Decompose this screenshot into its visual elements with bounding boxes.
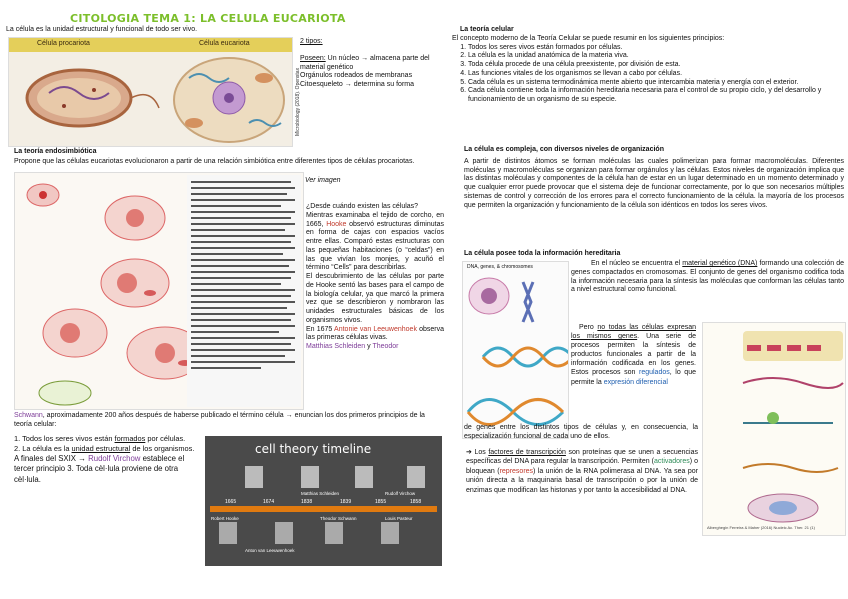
hooke-name: Hooke	[326, 220, 347, 228]
principle-1-u: formados	[114, 434, 146, 443]
name-pasteur: Louis Pasteur	[385, 516, 413, 521]
figure-credit: Microbiology (2018). Openstax	[295, 67, 301, 136]
leeuwenhoek-name: Antonie van Leeuwenhoek	[334, 325, 417, 333]
year-4: 1839	[340, 499, 352, 505]
hered-p1a: En el núcleo se encuentra el	[591, 260, 681, 267]
citoesqueleto-text: Citoesqueleto → determina su forma	[300, 81, 414, 88]
hered-p2c: , lo que permite la	[571, 369, 696, 386]
expresion-word: expresión diferencial	[603, 378, 668, 386]
hered-heading: La célula posee toda la información hereditaria	[464, 250, 621, 257]
year-5: 1855	[375, 499, 387, 505]
name-hooke: Robert Hooke	[211, 516, 239, 521]
y-word: y	[367, 343, 371, 350]
hered-p3a: ➔ Los	[466, 449, 486, 456]
year-1: 1665	[225, 499, 237, 505]
year-3: 1838	[301, 499, 313, 505]
discovery-p2: El descubrimiento de las células por parte de Hooke sentó las bases para el campo de la biología celular, ya que marcó la primera vez que se describieron y nombraron las unidades estructurales básicas de los organismos vivos.	[306, 273, 444, 324]
timeline-graphic	[205, 436, 442, 566]
discovery-p3a: En 1675	[306, 325, 333, 333]
eukaryote-label: Célula eucariota	[199, 40, 250, 47]
prokaryote-label: Célula procariota	[37, 40, 90, 47]
regulation-credit: Alberghegin Ferreira & Maher (2016) Nucleic Ac. Ther. 21 (1)	[707, 525, 815, 530]
name-virchow: Rudolf Virchow	[385, 491, 416, 496]
principle-2b: de los organismos.	[132, 443, 195, 453]
cell-types-illustration	[9, 38, 292, 146]
teoria-item-5: 5. Cada célula es un sistema termodinámica mente abierto que intercambia materia y energía con el exterior.	[468, 79, 844, 88]
schwann-text: , aproximadamente 200 años después de haberse publicado el término célula → enuncian los dos primeros principios de la teoría celular:	[14, 412, 425, 428]
cell-theory-timeline	[205, 436, 442, 566]
dna-figure	[462, 261, 569, 439]
hered-p1b: formando una colección de genes compactados en cromosomas. El conjunto de genes del organismo codifica toda la información necesaria para la síntesis las moléculas que conforman las células tanto a nivel estructural como funcional.	[571, 260, 845, 294]
teoria-item-6: 6. Cada célula contiene toda la información hereditaria necesaria para el control de su propio ciclo, y del desarrollo y funcionamiento de un organismo de su especie.	[468, 87, 844, 105]
teoria-item-4: 4. Las funciones vitales de los organismos se llevan a cabo por células.	[468, 70, 844, 79]
organulos-text: Orgánulos rodeados de membranas	[300, 72, 413, 80]
page-title: CITOLOGIA TEMA 1: LA CELULA EUCARIOTA	[70, 12, 346, 25]
name-schleiden: Matthias Schleiden	[301, 491, 340, 496]
dna-figure-label: DNA, genes, & chromosomes	[467, 264, 533, 270]
discovery-p1b: observó estructuras diminutas en forma de cajas con espacios vacíos entre ellas. Comparó estas estructuras con las pequeñas habitaciones (o “celdas”) en las que vivían los monjes, y acuñó el término “Cells” para describirlas.	[306, 220, 444, 272]
activadores-word: activadores	[653, 458, 690, 466]
virchow-name: Rudolf Virchow	[88, 453, 141, 463]
hered-p3d: ) la unión de la RNA polimerasa al DNA. Ya sea por unión directa a la maquinaria basal de transcripción o por la unión de enzimas que modifican las histonas y por tanto la accesibilidad al DNA.	[466, 467, 698, 494]
regulados-word: regulados	[638, 369, 670, 377]
factores-word: factores de transcripción	[488, 449, 566, 456]
gene-regulation-illustration	[703, 323, 845, 535]
poseen-label: Poseen:	[300, 54, 326, 62]
poseen-text: Un núcleo → almacena parte del material genético	[300, 54, 430, 71]
discovery-p3b: observa las primeras células vivas.	[306, 325, 444, 342]
teoria-item-1: 1. Todos los seres vivos están formados por células.	[468, 44, 844, 53]
discovery-p1: Mientras examinaba el tejido de corcho, en 1665,	[306, 211, 444, 228]
discovery-section	[306, 203, 444, 352]
teoria-item-2: 2. La célula es la unidad anatómica de la materia viva.	[468, 52, 844, 61]
cell-types-figure	[8, 37, 293, 147]
teoria-intro: El concepto moderno de la Teoría Celular se puede resumir en los siguientes principios:	[452, 34, 725, 42]
principle-1: 1. Todos los seres vivos están	[14, 434, 113, 443]
endo-text: Propone que las células eucariotas evolucionaron a partir de una relación simbiótica entre diferentes tipos de células procariotas.	[14, 158, 415, 165]
discovery-heading: ¿Desde cuándo existen las células?	[306, 203, 419, 210]
hered-p2u: no todas las células expresan los mismos genes	[571, 324, 696, 341]
hered-p2b: . Una serie de procesos permiten la síntesis de productos funcionales a partir de la información codificada en los genes. Estos procesos son	[571, 333, 696, 377]
endo-heading: La teoría endosimbiótica	[14, 148, 97, 155]
ver-imagen: Ver imagen	[305, 177, 341, 184]
sxix-text: A finales del SXIX →	[14, 453, 86, 463]
principle-1b: por células.	[147, 434, 186, 443]
schwann-name: Schwann	[14, 412, 43, 419]
sxix-b-text: establece el tercer principio 3. Toda cèl·lula proviene de otra cèl·lula.	[14, 453, 185, 484]
teoria-item-3: 3. Toda célula procede de una célula preexistente, por división de esta.	[468, 61, 844, 70]
endosymbiosis-illustration	[15, 173, 303, 409]
hered-p1u: material genético (DNA)	[682, 260, 758, 267]
hered-p2d: de genes entre los distintos tipos de células y, en consecuencia, la especialización funcional de cada uno de ellos.	[464, 424, 698, 440]
year-6: 1858	[410, 499, 422, 505]
name-schwann: Theodor Schwann	[320, 516, 357, 521]
compleja-heading: La célula es compleja, con diversos niveles de organización	[464, 146, 664, 153]
principle-2: 2. La célula es la	[14, 443, 70, 453]
principle-2-u: unidad estructural	[71, 443, 131, 453]
timeline-title: cell theory timeline	[255, 442, 372, 456]
name-leeuwenhoek: Anton van Leeuwenhoek	[245, 548, 295, 553]
teoria-heading: La teoría celular	[460, 26, 514, 33]
hered-p3c: ) o bloquean (	[466, 458, 699, 475]
schleiden-name: Matthias Schleiden	[306, 343, 366, 350]
endosymbiosis-figure	[14, 172, 304, 410]
types-heading: 2 tipos:	[300, 38, 323, 45]
gene-regulation-figure	[702, 322, 846, 536]
year-2: 1674	[263, 499, 275, 505]
intro-text: La célula es la unidad estructural y funcional de todo ser vivo.	[6, 26, 198, 33]
hered-p2a: Pero	[579, 324, 594, 331]
compleja-text: A partir de distintos átomos se forman moléculas las cuales polimerizan para formar macromoléculas. Diferentes moléculas y macromoléculas se organizan para formar orgánulos y las células. Estos niveles de organización implica que las distintas moléculas y componentes de la célula han de estar en un lugar determinado en un momento determinado y que cualquier error puede provocar que el sistema deje de funcionar correctamente, por lo que son necesarios múltiples sistemas de control y corrección de los errores para el correcto funcionamiento de la célula. la mayoría de los procesos que permiten la organización y funcionamiento de la célula son idénticos en todos los seres vivos.	[464, 157, 844, 209]
represores-word: represores	[499, 467, 534, 475]
hered-p3b: son proteínas que se unen a secuencias específicas del DNA para regular la transcripción. Permiten (	[466, 449, 698, 466]
dna-illustration	[463, 262, 568, 438]
theodor-name: Theodor	[372, 343, 399, 350]
